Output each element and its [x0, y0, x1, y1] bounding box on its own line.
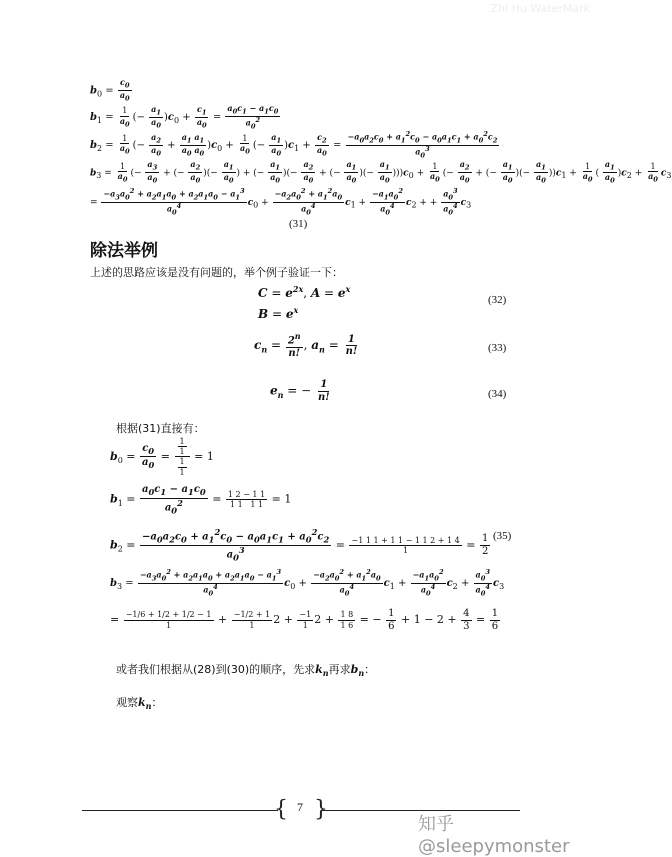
eq31-label: (31): [289, 218, 308, 230]
page-number: 7: [297, 800, 303, 814]
right-brace: }: [314, 797, 328, 822]
eq32-line1: $C = e^{2x}$, $A = e^x$: [258, 284, 351, 300]
eq31-b3-result: = $\frac{-a_3a_0^2 + a_2a_1a_0 + a_2a_1a_0 - a_1^3}{a_0^4}$ $c_0$ + $\frac{-a_2a_0^2 + a_1^2a_0}{a_0^4}$ $c_1$ + $\frac{-a_1a_0^2}{a_0^4}$ $c_2$ + + $\frac{a_0^3}{a_0^4}$ $c_3$: [90, 187, 472, 217]
observe-text: 观察$k_n$：: [116, 696, 163, 712]
eq31-b3: $b_3$ = $\frac{1}{a_0}$ (− $\frac{a_3}{a_0}$ + (− $\frac{a_2}{a_0}$ )(− $\frac{a_1}{a_0}$ ) + (− $\frac{a_1}{a_0}$ )(− $\frac{a_2}{a_0}$ + (− $\frac{a_1}{a_0}$ )(− $\frac{a_1}{a_0}$ )))$c_0$ + $\frac{1}{a_0}$ (− $\frac{a_2}{a_0}$ + (− $\frac{a_1}{a_0}$ )(− $\frac{a_1}{a_0}$ ))$c_1$ + $\frac{1}{a_0}$ ( $\frac{a_1}{a_0}$ )$c_2$ + $\frac{1}{a_0}$ $c_3$: [90, 159, 672, 185]
eq35-b0: $b_0$ = $\frac{c_0}{a_0}$ = $\frac{\frac{1}{1}}{\frac{1}{1}}$ = 1: [110, 437, 214, 477]
eq31-b1: $b_1$ = $\frac{1}{a_0}$ (− $\frac{a_1}{a_0}$ )$c_0$ + $\frac{c_1}{a_0}$ = $\frac{a_0c_1 - a_1c_0}{a_0^2}$: [90, 103, 279, 131]
zhihu-watermark: 知乎 @sleepymonster: [418, 814, 570, 857]
eq35-b3-numeric: = $\frac{-1/6 + 1/2 + 1/2 - 1}{1}$ + $\frac{-1/2 + 1}{1}$ 2 + $\frac{-1}{1}$ 2 + $\frac{1 8}{1 6}$ = − $\frac{1}{6}$ + 1 − 2 + $\frac{4}{3}$ = $\frac{1}{6}$: [110, 608, 499, 632]
eq35-b1: $b_1$ = $\frac{a_0c_1 - a_1c_0}{a_0^2}$ = $\frac{1 2 - 1 1}{1 1 1 1}$ = 1: [110, 484, 292, 515]
eq33-label: (33): [488, 342, 507, 354]
eq35-label: (35): [493, 530, 512, 542]
eq34-label: (34): [488, 388, 507, 400]
eq33: $c_n$ = $\frac{2^n}{n!}$ , $a_n$ = $\frac{1}{n!}$: [254, 331, 358, 359]
footer-rule-left: [82, 810, 278, 811]
eq32-label: (32): [488, 294, 507, 306]
section-title: 除法举例: [90, 241, 158, 261]
eq31-b2: $b_2$ = $\frac{1}{a_0}$ (− $\frac{a_2}{a_0}$ + $\frac{a_1 a_1}{a_0 a_0}$ )$c_0$ + $\frac{1}{a_0}$ (− $\frac{a_1}{a_0}$ )$c_1$ + $\frac{c_2}{a_0}$ = $\frac{-a_0a_2c_0 + a_1^2c_0 - a_0a_1c_1 + a_0^2c_2}{a_0^3}$: [90, 130, 498, 160]
eq35-b2: $b_2$ = $\frac{-a_0a_2c_0 + a_1^2c_0 - a_0a_1c_1 + a_0^2c_2}{a_0^3}$ = $\frac{-1 1 1 + 1 1 - 1 1 2 + 1 4}{1}$ = $\frac{1}{2}$: [110, 527, 489, 563]
eq31-b0: $b_0$ = $\frac{c_0}{a_0}$: [90, 77, 130, 103]
eq34: $e_n$ = − $\frac{1}{n!}$: [270, 379, 330, 403]
direct-text: 根据(31)直接有：: [116, 422, 205, 435]
alt-order-text: 或者我们根据从(28)到(30)的顺序，先求$k_n$再求$b_n$：: [116, 663, 376, 679]
eq35-b3: $b_3$ = $\frac{-a_3a_0^2 + a_2a_1a_0 + a_2a_1a_0 - a_1^3}{a_0^4}$ $c_0$ + $\frac{-a_2a_0^2 + a_1^2a_0}{a_0^4}$ $c_1$ + $\frac{-a_1a_0^2}{a_0^4}$ $c_2$ + $\frac{a_0^3}{a_0^4}$ $c_3$: [110, 568, 505, 598]
left-brace: {: [274, 797, 288, 822]
intro-text: 上述的思路应该是没有问题的，举个例子验证一下：: [90, 266, 343, 279]
eq32-line2: $B = e^x$: [258, 305, 299, 321]
top-watermark: Zhi Hu WaterMark: [490, 2, 590, 15]
